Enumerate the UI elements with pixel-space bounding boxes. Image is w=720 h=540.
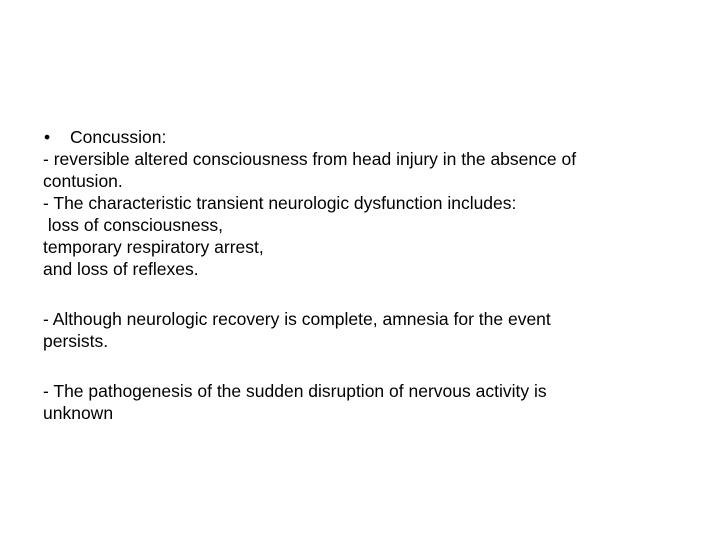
- features-line-4: and loss of reflexes.: [43, 259, 199, 279]
- definition-line-1: - reversible altered consciousness from head injury in the absence of: [43, 149, 577, 169]
- recovery-line-1: - Although neurologic recovery is complete, amnesia for the event: [43, 309, 551, 329]
- pathogenesis-line-2: unknown: [43, 403, 114, 423]
- recovery-line-2: persists.: [43, 331, 109, 351]
- features-line-2: loss of consciousness,: [43, 215, 223, 235]
- spacer: [43, 352, 683, 380]
- slide-body: [43, 126, 683, 424]
- pathogenesis-line-1: - The pathogenesis of the sudden disruption of nervous activity is: [43, 381, 547, 401]
- definition-line-2: contusion.: [43, 171, 123, 191]
- term-suffix: :: [161, 127, 167, 147]
- bullet-heading: [43, 126, 683, 148]
- spacer: [43, 280, 683, 308]
- term-concussion: Concussion: [70, 127, 162, 147]
- features-line-3: temporary respiratory arrest,: [43, 237, 264, 257]
- features-line-1: - The characteristic transient neurologic dysfunction includes:: [43, 193, 517, 213]
- bullet-icon: •: [44, 127, 51, 147]
